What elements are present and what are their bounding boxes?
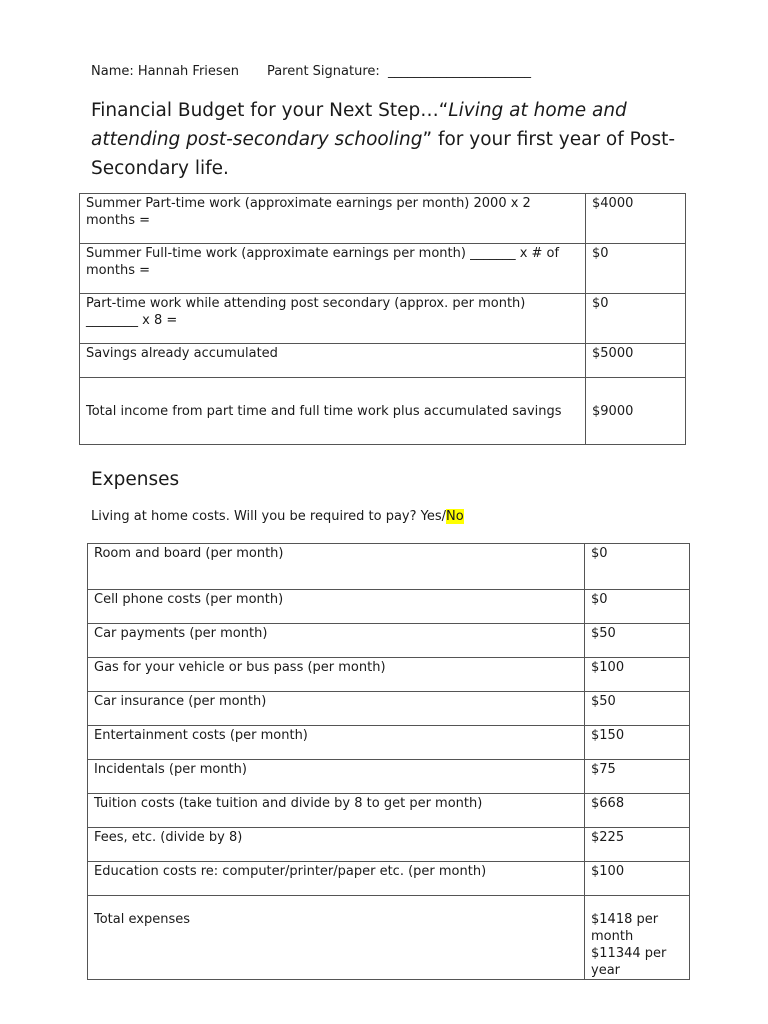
expense-value: $150 xyxy=(585,726,690,760)
name-value: Hannah Friesen xyxy=(137,64,239,79)
income-label: Summer Part-time work (approximate earnings per month) 2000 x 2 months = xyxy=(80,194,586,244)
title-suffix: ” for your first year of Post-Secondary life. xyxy=(91,129,676,179)
table-row xyxy=(88,828,690,862)
total-expenses-label: Total expenses xyxy=(88,896,585,980)
expense-label: Incidentals (per month) xyxy=(88,760,585,794)
total-expenses-value xyxy=(585,896,690,980)
expenses-heading: Expenses xyxy=(91,469,180,490)
table-row xyxy=(80,344,686,378)
income-total-label: Total income from part time and full time work plus accumulated savings xyxy=(80,378,586,445)
name-label: Name: xyxy=(91,64,134,79)
living-at-home-question xyxy=(91,509,464,524)
page-title xyxy=(91,96,691,183)
table-row xyxy=(88,726,690,760)
living-answer-highlighted: No xyxy=(446,509,464,524)
name-signature-line xyxy=(91,64,531,79)
expense-label: Fees, etc. (divide by 8) xyxy=(88,828,585,862)
expenses-table xyxy=(87,543,690,980)
living-question-text: Living at home costs. Will you be required to pay? Yes/ xyxy=(91,509,447,524)
table-row xyxy=(88,590,690,624)
income-label: Part-time work while attending post secondary (approx. per month) ________ x 8 = xyxy=(80,294,586,344)
expense-value: $0 xyxy=(585,590,690,624)
expense-value: $0 xyxy=(585,544,690,590)
expense-label: Entertainment costs (per month) xyxy=(88,726,585,760)
table-row xyxy=(80,244,686,294)
income-table xyxy=(79,193,686,445)
expense-label: Room and board (per month) xyxy=(88,544,585,590)
expense-label: Car payments (per month) xyxy=(88,624,585,658)
income-label: Summer Full-time work (approximate earnings per month) _______ x # of months = xyxy=(80,244,586,294)
table-row xyxy=(88,658,690,692)
expense-value: $75 xyxy=(585,760,690,794)
table-row xyxy=(88,760,690,794)
income-label: Savings already accumulated xyxy=(80,344,586,378)
table-row xyxy=(88,544,690,590)
expense-value: $100 xyxy=(585,862,690,896)
expense-label: Education costs re: computer/printer/paper etc. (per month) xyxy=(88,862,585,896)
total-per-month: $1418 per month xyxy=(591,912,659,944)
table-row xyxy=(88,692,690,726)
table-row xyxy=(80,194,686,244)
parent-signature-blank: ______________________ xyxy=(388,64,532,79)
expense-value: $100 xyxy=(585,658,690,692)
income-total-value: $9000 xyxy=(586,378,686,445)
expense-label: Gas for your vehicle or bus pass (per month) xyxy=(88,658,585,692)
expense-label: Cell phone costs (per month) xyxy=(88,590,585,624)
table-row xyxy=(80,294,686,344)
expense-value: $50 xyxy=(585,692,690,726)
total-per-year: $11344 per year xyxy=(591,946,667,978)
expense-value: $225 xyxy=(585,828,690,862)
expense-value: $50 xyxy=(585,624,690,658)
expense-value: $668 xyxy=(585,794,690,828)
table-row xyxy=(80,378,686,445)
title-prefix: Financial Budget for your Next Step…“ xyxy=(91,100,449,121)
income-value: $0 xyxy=(586,244,686,294)
table-row xyxy=(88,624,690,658)
table-row xyxy=(88,794,690,828)
income-value: $0 xyxy=(586,294,686,344)
parent-signature-label: Parent Signature: xyxy=(266,64,380,79)
income-value: $4000 xyxy=(586,194,686,244)
income-value: $5000 xyxy=(586,344,686,378)
table-row xyxy=(88,862,690,896)
title-italic: Living at home and attending post-secondary schooling xyxy=(91,100,627,150)
table-row xyxy=(88,896,690,980)
expense-label: Car insurance (per month) xyxy=(88,692,585,726)
expense-label: Tuition costs (take tuition and divide by 8 to get per month) xyxy=(88,794,585,828)
